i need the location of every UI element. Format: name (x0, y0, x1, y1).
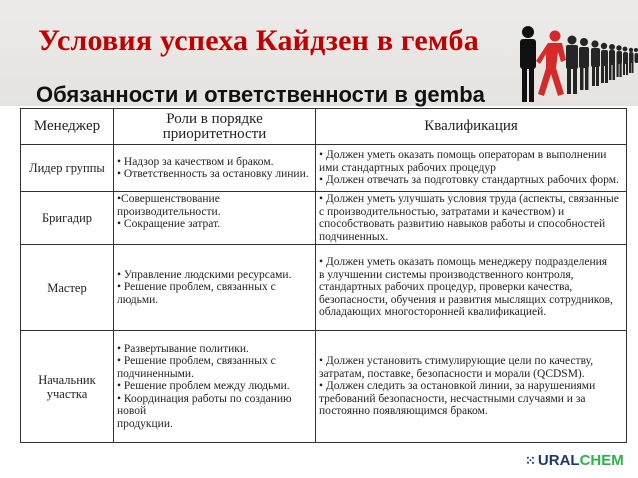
qualification-item: • Должен уметь оказать помощь операторам в выполнении ими стандартных рабочих процедур (319, 149, 607, 174)
table-row (21, 192, 627, 245)
duty-item: • Ответственность за остановку линии. (117, 168, 309, 180)
table-row (21, 145, 627, 192)
uralchem-logo (525, 452, 624, 469)
table-header-row (21, 109, 627, 145)
qualification-item: • Должен уметь улучшать условия труда (аспекты, связанные с производительностью, затратами и качеством) и способствовать развитию навыков работы и способностей подчиненных. (319, 193, 619, 243)
qualification-cell (316, 192, 627, 245)
duties-cell (114, 331, 316, 443)
qualification-item: • Должен уметь оказать помощь менеджеру подразделения (319, 256, 608, 269)
duty-item: • Надзор за качеством и браком. (117, 155, 274, 168)
duty-item: • Управление людскими ресурсами. (117, 268, 292, 281)
qualification-cell (316, 145, 627, 192)
header-manager: Менеджер (21, 109, 114, 145)
table-row (21, 331, 627, 443)
role-cell: Лидер группы (21, 145, 114, 192)
duty-item: •Совершенствование производительности. (117, 193, 221, 218)
qualification-cell (316, 331, 627, 443)
logo-text-chem: CHEM (579, 452, 624, 469)
duty-item: • Решение проблем, связанных с людьми. (117, 281, 276, 306)
qualification-item: • Должен установить стимулирующие цели по качеству, затратам, поставке, безопасности и морали (QCDSM). (319, 355, 594, 380)
duty-item: • Развертывание политики. (117, 342, 249, 355)
table-row (21, 245, 627, 331)
role-cell: Начальник участка (21, 331, 114, 443)
duty-item: • Сокращение затрат. (117, 218, 221, 230)
role-cell: Мастер (21, 245, 114, 331)
slide-subtitle: Обязанности и ответственности в gemba (36, 82, 485, 107)
header-qualification: Квалификация (316, 109, 627, 145)
duty-item: • Координация работы по созданию новой (117, 392, 292, 418)
qualification-item: в улучшении системы производственного контроля, стандартных рабочих процедур, проверки качества, безопасности, обучения и развития мыслящих сотрудников, обладающих многосторонней квалификацией. (319, 268, 613, 319)
qualification-item: • Должен отвечать за подготовку стандартных рабочих форм. (319, 174, 619, 187)
responsibilities-table (20, 108, 627, 443)
logo-mark-icon: ⁙ (525, 453, 536, 468)
duties-cell (114, 192, 316, 245)
role-cell: Бригадир (21, 192, 114, 245)
duty-item: • Решение проблем, связанных с подчиненными. (117, 355, 276, 380)
slide-title: Условия успеха Кайдзен в гемба (38, 24, 479, 57)
duty-item: продукции. (117, 417, 173, 430)
logo-text-ural: URAL (537, 452, 580, 469)
qualification-item: • Должен следить за остановкой линии, за нарушениями требований безопасности, несчастными случаями и за постоянно появляющимся браком. (319, 380, 596, 418)
duties-cell (114, 145, 316, 192)
people-queue-illustration (506, 20, 638, 110)
header-roles: Роли в порядке приоритетности (114, 109, 316, 145)
qualification-cell (316, 245, 627, 331)
duties-cell (114, 245, 316, 331)
duty-item: • Решение проблем между людьми. (117, 380, 290, 393)
